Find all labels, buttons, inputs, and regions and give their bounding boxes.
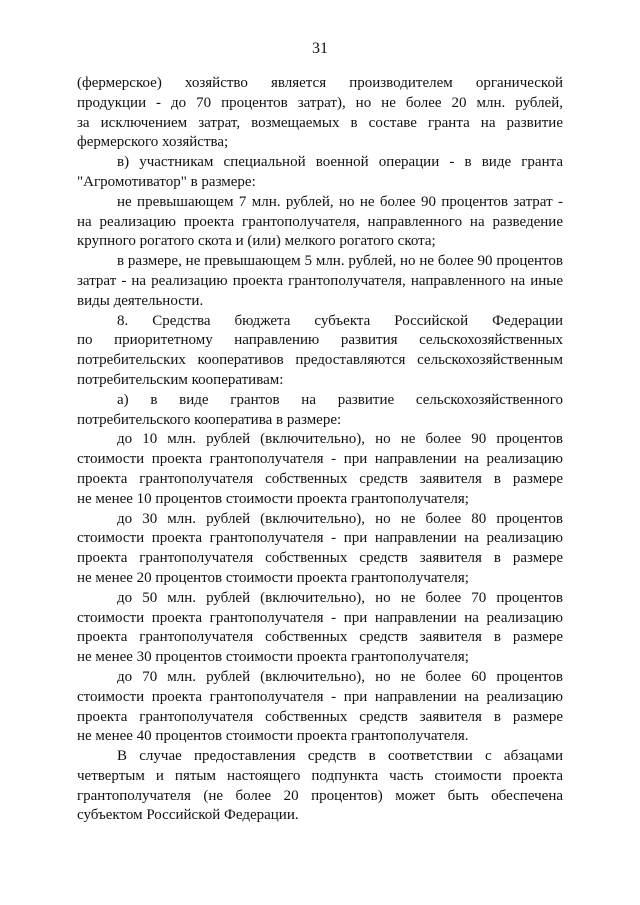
text-line: потребительским кооперативам: bbox=[77, 371, 284, 388]
text-line: не менее 30 процентов стоимости проекта грантополучателя; bbox=[77, 649, 469, 666]
paragraph bbox=[77, 252, 563, 311]
text-line: в размере, не превышающем 5 млн. рублей, но не более 90 процентов bbox=[117, 253, 563, 270]
paragraph bbox=[77, 668, 563, 747]
text-line: проекта грантополучателя собственных средств заявителя в размере bbox=[77, 629, 563, 646]
text-line: В случае предоставления средств в соответствии с абзацами bbox=[117, 748, 563, 765]
text-line: не менее 20 процентов стоимости проекта грантополучателя; bbox=[77, 569, 469, 586]
text-line: на реализацию проекта грантополучателя, направленного на разведение bbox=[77, 213, 563, 230]
text-line: до 10 млн. рублей (включительно), но не более 90 процентов bbox=[117, 431, 563, 448]
text-line: не менее 10 процентов стоимости проекта грантополучателя; bbox=[77, 490, 469, 507]
text-line: проекта грантополучателя собственных средств заявителя в размере bbox=[77, 550, 563, 567]
text-line: затрат - на реализацию проекта грантополучателя, направленного на иные bbox=[77, 272, 563, 289]
text-line: стоимости проекта грантополучателя - при направлении на реализацию bbox=[77, 609, 563, 626]
text-line: не превышающем 7 млн. рублей, но не более 90 процентов затрат - bbox=[117, 193, 563, 210]
paragraph bbox=[77, 589, 563, 668]
text-line: виды деятельности. bbox=[77, 292, 204, 309]
text-line: крупного рогатого скота и (или) мелкого рогатого скота; bbox=[77, 233, 436, 250]
text-line: 8. Средства бюджета субъекта Российской Федерации bbox=[117, 312, 563, 329]
text-line: четвертым и пятым настоящего подпункта часть стоимости проекта bbox=[77, 767, 563, 784]
text-line: продукции - до 70 процентов затрат), но не более 20 млн. рублей, bbox=[77, 94, 563, 111]
text-line: потребительского кооператива в размере: bbox=[77, 411, 342, 428]
text-line: проекта грантополучателя собственных средств заявителя в размере bbox=[77, 470, 563, 487]
paragraph bbox=[77, 153, 563, 193]
paragraph bbox=[77, 74, 563, 153]
paragraph bbox=[77, 391, 563, 431]
paragraph bbox=[77, 312, 563, 391]
document-body bbox=[77, 74, 563, 826]
paragraph bbox=[77, 430, 563, 509]
text-line: не менее 40 процентов стоимости проекта грантополучателя. bbox=[77, 728, 469, 745]
text-line: за исключением затрат, возмещаемых в составе гранта на развитие bbox=[77, 114, 563, 131]
text-line: фермерского хозяйства; bbox=[77, 134, 229, 151]
text-line: а) в виде грантов на развитие сельскохозяйственного bbox=[117, 391, 563, 408]
text-line: до 30 млн. рублей (включительно), но не более 80 процентов bbox=[117, 510, 563, 527]
text-line: (фермерское) хозяйство является производителем органической bbox=[77, 75, 563, 91]
text-line: стоимости проекта грантополучателя - при направлении на реализацию bbox=[77, 688, 563, 705]
text-line: в) участникам специальной военной операции - в виде гранта bbox=[117, 154, 563, 171]
page-number: 31 bbox=[312, 40, 328, 57]
text-line: грантополучателя (не более 20 процентов) может быть обеспечена bbox=[77, 787, 563, 804]
text-line: до 70 млн. рублей (включительно), но не более 60 процентов bbox=[117, 668, 563, 685]
text-line: субъектом Российской Федерации. bbox=[77, 807, 299, 824]
text-line: проекта грантополучателя собственных средств заявителя в размере bbox=[77, 708, 563, 725]
paragraph bbox=[77, 510, 563, 589]
text-line: стоимости проекта грантополучателя - при направлении на реализацию bbox=[77, 451, 563, 468]
paragraph bbox=[77, 747, 563, 826]
paragraph bbox=[77, 193, 563, 252]
text-line: стоимости проекта грантополучателя - при направлении на реализацию bbox=[77, 530, 563, 547]
text-line: потребительских кооперативов предоставляются сельскохозяйственным bbox=[77, 352, 563, 369]
text-line: "Агромотиватор" в размере: bbox=[77, 173, 256, 190]
text-line: по приоритетному направлению развития сельскохозяйственных bbox=[77, 332, 563, 349]
text-line: до 50 млн. рублей (включительно), но не более 70 процентов bbox=[117, 589, 563, 606]
